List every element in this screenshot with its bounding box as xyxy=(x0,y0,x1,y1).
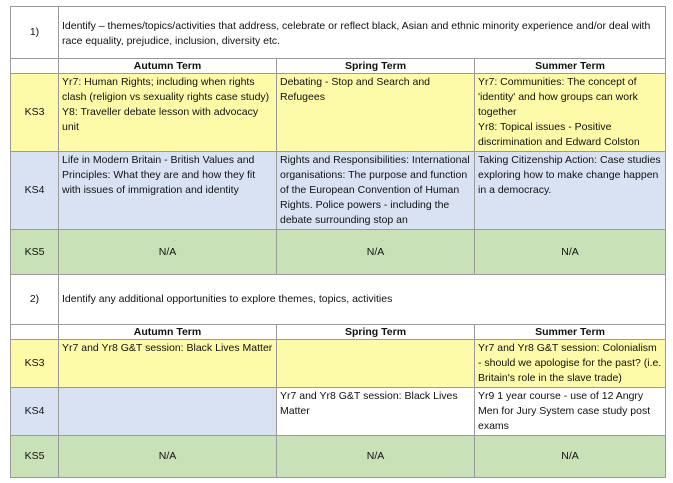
autumn-cell xyxy=(59,388,277,436)
key-stage-label: KS4 xyxy=(11,152,59,230)
spring-cell: Rights and Responsibilities: International organisations: The purpose and function of the European Convention of Human Rights. Police powers - including the debate surrounding stop an xyxy=(277,152,475,230)
autumn-cell: Yr7: Human Rights; including when rights clash (religion vs sexuality rights case study) Y8: Traveller debate lesson with advocacy unit xyxy=(59,74,277,152)
header-summer: Summer Term xyxy=(475,59,666,74)
key-stage-label: KS3 xyxy=(11,74,59,152)
autumn-cell: N/A xyxy=(59,436,277,478)
spring-cell xyxy=(277,340,475,388)
autumn-cell: N/A xyxy=(59,230,277,275)
autumn-cell: Life in Modern Britain - British Values and Principles: What they are and how they fit with issues of immigration and identity xyxy=(59,152,277,230)
spring-cell: N/A xyxy=(277,436,475,478)
summer-cell: N/A xyxy=(475,436,666,478)
section-2-question: Identify any additional opportunities to explore themes, topics, activities xyxy=(59,275,666,325)
table-row xyxy=(11,340,666,388)
header-blank xyxy=(11,325,59,340)
table-row xyxy=(11,388,666,436)
key-stage-label: KS5 xyxy=(11,436,59,478)
section-2-number: 2) xyxy=(11,275,59,325)
spring-cell: Yr7 and Yr8 G&T session: Black Lives Matter xyxy=(277,388,475,436)
key-stage-label: KS3 xyxy=(11,340,59,388)
header-spring: Spring Term xyxy=(277,59,475,74)
header-autumn: Autumn Term xyxy=(59,325,277,340)
summer-cell: Yr9 1 year course - use of 12 Angry Men for Jury System case study post exams xyxy=(475,388,666,436)
table-row xyxy=(11,436,666,478)
summer-cell: N/A xyxy=(475,230,666,275)
section-1-question: Identify – themes/topics/activities that address, celebrate or reflect black, Asian and ethnic minority experience and/or deal with race equality, prejudice, inclusion, diversity etc. xyxy=(59,7,666,59)
header-summer: Summer Term xyxy=(475,325,666,340)
key-stage-label: KS4 xyxy=(11,388,59,436)
header-spring: Spring Term xyxy=(277,325,475,340)
curriculum-table xyxy=(10,6,666,478)
table-row xyxy=(11,74,666,152)
autumn-cell: Yr7 and Yr8 G&T session: Black Lives Matter xyxy=(59,340,277,388)
table-row xyxy=(11,152,666,230)
summer-cell: Yr7: Communities: The concept of 'identity' and how groups can work together Yr8: Topical issues - Positive discrimination and Edward Colston xyxy=(475,74,666,152)
header-autumn: Autumn Term xyxy=(59,59,277,74)
section-1-number: 1) xyxy=(11,7,59,59)
key-stage-label: KS5 xyxy=(11,230,59,275)
summer-cell: Yr7 and Yr8 G&T session: Colonialism - should we apologise for the past? (i.e. Britain's role in the slave trade) xyxy=(475,340,666,388)
table-row xyxy=(11,230,666,275)
summer-cell: Taking Citizenship Action: Case studies exploring how to make change happen in a democracy. xyxy=(475,152,666,230)
spring-cell: N/A xyxy=(277,230,475,275)
spring-cell: Debating - Stop and Search and Refugees xyxy=(277,74,475,152)
header-blank xyxy=(11,59,59,74)
